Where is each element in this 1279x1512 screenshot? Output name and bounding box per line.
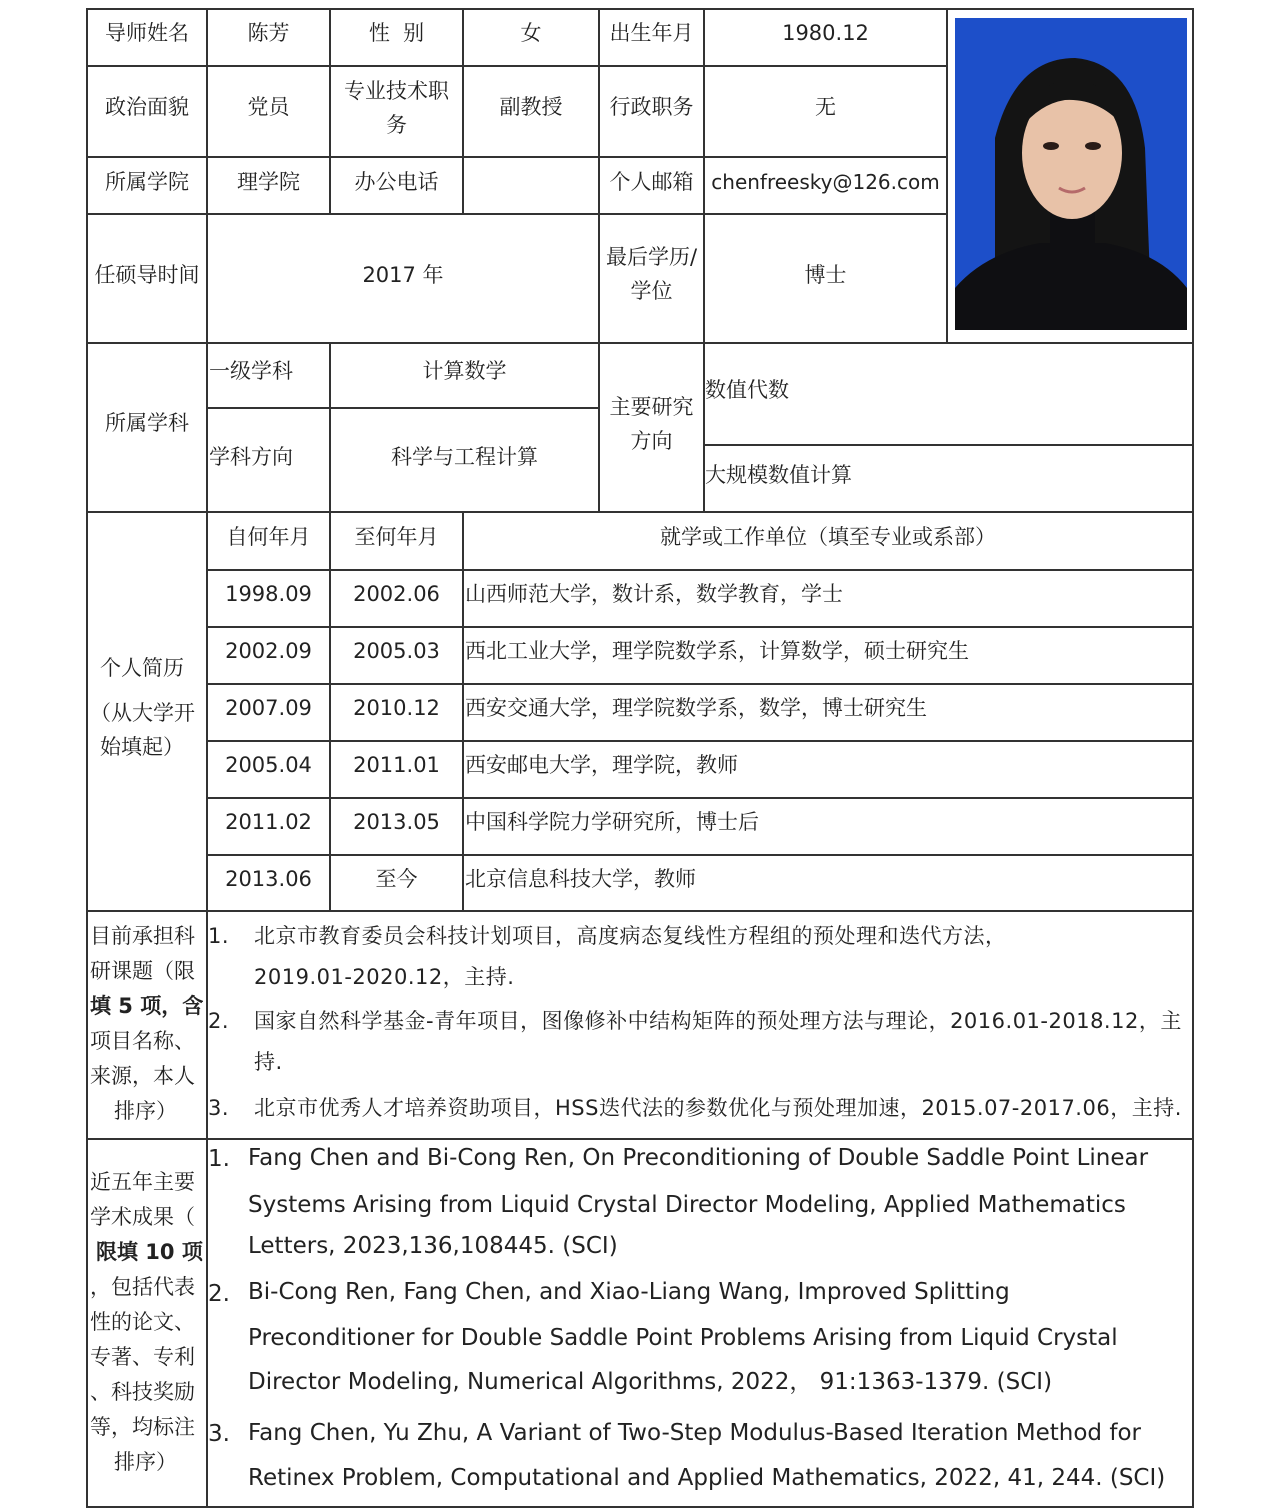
publication-line: Fang Chen and Bi-Cong Ren, On Preconditioning of Double Saddle Point Linear [248, 1145, 1149, 1171]
projects-label-line: 来源，本人 [90, 1064, 195, 1088]
projects-label-line: 填 5 项，含 [90, 994, 204, 1018]
title-label-line2: 务 [386, 113, 407, 137]
resume-row-to: 2011.01 [353, 753, 440, 777]
resume-col-from: 自何年月 [226, 525, 311, 549]
resume-row-unit: 北京信息科技大学，教师 [465, 867, 696, 891]
publications-label-line: 排序） [114, 1450, 177, 1474]
publications-label-line: 限填 10 项 [96, 1240, 203, 1264]
research-label-line1: 主要研究 [609, 395, 694, 419]
research-item-1: 数值代数 [705, 378, 789, 402]
publications-label-line: ，包括代表 [90, 1275, 195, 1299]
first-discipline-value: 计算数学 [422, 359, 507, 383]
resume-row-from: 2002.09 [225, 639, 312, 663]
publication-line: Bi-Cong Ren, Fang Chen, and Xiao-Liang Wang, Improved Splitting [248, 1279, 1010, 1305]
resume-row-from: 2013.06 [225, 867, 312, 891]
publication-line: Director Modeling, Numerical Algorithms, 2022， 91:1363-1379. (SCI) [248, 1369, 1053, 1395]
degree-label-line1: 最后学历/ [605, 245, 698, 269]
publications-label-line: 、科技奖励 [90, 1380, 195, 1404]
publication-number: 1. [208, 1146, 230, 1172]
project-number: 1. [208, 924, 230, 948]
project-line: 2019.01-2020.12，主持. [254, 965, 515, 989]
resume-row-to: 2005.03 [353, 639, 440, 663]
project-line: 持. [254, 1050, 283, 1074]
supervise-label: 任硕导时间 [94, 263, 200, 287]
name-value: 陈芳 [247, 21, 290, 45]
resume-row-unit: 西安交通大学，理学院数学系，数学，博士研究生 [465, 696, 927, 720]
resume-row-to: 2010.12 [353, 696, 440, 720]
admin-value: 无 [815, 95, 836, 119]
politics-label: 政治面貌 [105, 95, 189, 119]
resume-row-unit: 中国科学院力学研究所，博士后 [465, 810, 759, 834]
advisor-photo [955, 18, 1187, 330]
resume-row-unit: 西北工业大学，理学院数学系，计算数学，硕士研究生 [465, 639, 969, 663]
publications-label-line: 性的论文、 [90, 1310, 195, 1334]
college-value: 理学院 [237, 170, 300, 194]
publications-label-line: 专著、专利 [90, 1345, 195, 1369]
publication-line: Preconditioner for Double Saddle Point Problems Arising from Liquid Crystal [248, 1325, 1118, 1351]
resume-label-line1: 个人简历 [100, 656, 184, 680]
resume-col-to: 至何年月 [354, 525, 439, 549]
research-label-line2: 方向 [630, 429, 673, 453]
resume-label-line2: （从大学开 [90, 701, 195, 725]
degree-value: 博士 [804, 263, 847, 287]
publications-label-line: 近五年主要 [90, 1170, 195, 1194]
direction-value: 科学与工程计算 [391, 445, 538, 469]
resume-row-from: 2007.09 [225, 696, 312, 720]
project-number: 2. [208, 1009, 230, 1033]
publication-line: Fang Chen, Yu Zhu, A Variant of Two-Step Modulus-Based Iteration Method for [248, 1420, 1141, 1446]
projects-label-line: 排序） [114, 1099, 177, 1123]
name-label: 导师姓名 [105, 21, 189, 45]
person-photo-icon [955, 18, 1187, 330]
discipline-label: 所属学科 [105, 411, 189, 435]
college-label: 所属学院 [105, 170, 189, 194]
publication-number: 3. [208, 1421, 230, 1447]
resume-label-line3: 始填起） [100, 735, 184, 759]
publication-line: Retinex Problem, Computational and Applied Mathematics, 2022, 41, 244. (SCI) [248, 1465, 1166, 1491]
publication-number: 2. [208, 1281, 230, 1307]
email-value: chenfreesky@126.com [711, 170, 940, 194]
advisor-info-form [86, 8, 1194, 1508]
publication-line: Systems Arising from Liquid Crystal Director Modeling, Applied Mathematics [248, 1192, 1126, 1218]
publications-label-line: 学术成果（ [90, 1205, 195, 1229]
projects-label-line: 目前承担科 [90, 924, 195, 948]
project-number: 3. [208, 1096, 230, 1120]
projects-label-line: 研课题（限 [90, 959, 195, 983]
publications-label-line: 等，均标注 [90, 1415, 195, 1439]
gender-label: 性 别 [368, 21, 425, 45]
gender-value: 女 [520, 21, 542, 45]
resume-row-from: 1998.09 [225, 582, 312, 606]
project-line: 北京市教育委员会科技计划项目，高度病态复线性方程组的预处理和迭代方法， [254, 924, 1007, 948]
publication-line: Letters, 2023,136,108445. (SCI) [248, 1233, 618, 1259]
project-line: 北京市优秀人才培养资助项目，HSS迭代法的参数优化与预处理加速，2015.07-2017.06，主持. [254, 1096, 1182, 1120]
direction-label: 学科方向 [209, 445, 293, 469]
resume-row-to: 2002.06 [353, 582, 440, 606]
resume-row-to: 2013.05 [353, 810, 440, 834]
degree-label-line2: 学位 [630, 279, 673, 303]
resume-row-unit: 山西师范大学，数计系，数学教育，学士 [465, 582, 843, 606]
first-discipline-label: 一级学科 [209, 359, 293, 383]
politics-value: 党员 [247, 95, 290, 119]
supervise-value: 2017 年 [362, 263, 444, 287]
phone-label: 办公电话 [354, 170, 439, 194]
resume-col-unit: 就学或工作单位（填至专业或系部） [660, 525, 996, 549]
title-label-line1: 专业技术职 [344, 79, 449, 103]
birth-value: 1980.12 [782, 21, 869, 45]
title-value: 副教授 [499, 95, 563, 119]
resume-row-from: 2005.04 [225, 753, 312, 777]
admin-label: 行政职务 [609, 95, 694, 119]
resume-row-from: 2011.02 [225, 810, 312, 834]
birth-label: 出生年月 [609, 21, 694, 45]
resume-row-to: 至今 [375, 867, 418, 891]
email-label: 个人邮箱 [609, 170, 694, 194]
research-item-2: 大规模数值计算 [705, 463, 852, 487]
projects-label-line: 项目名称、 [90, 1029, 195, 1053]
project-line: 国家自然科学基金-青年项目，图像修补中结构矩阵的预处理方法与理论，2016.01-2018.12，主 [254, 1009, 1182, 1033]
resume-row-unit: 西安邮电大学，理学院，教师 [465, 753, 738, 777]
